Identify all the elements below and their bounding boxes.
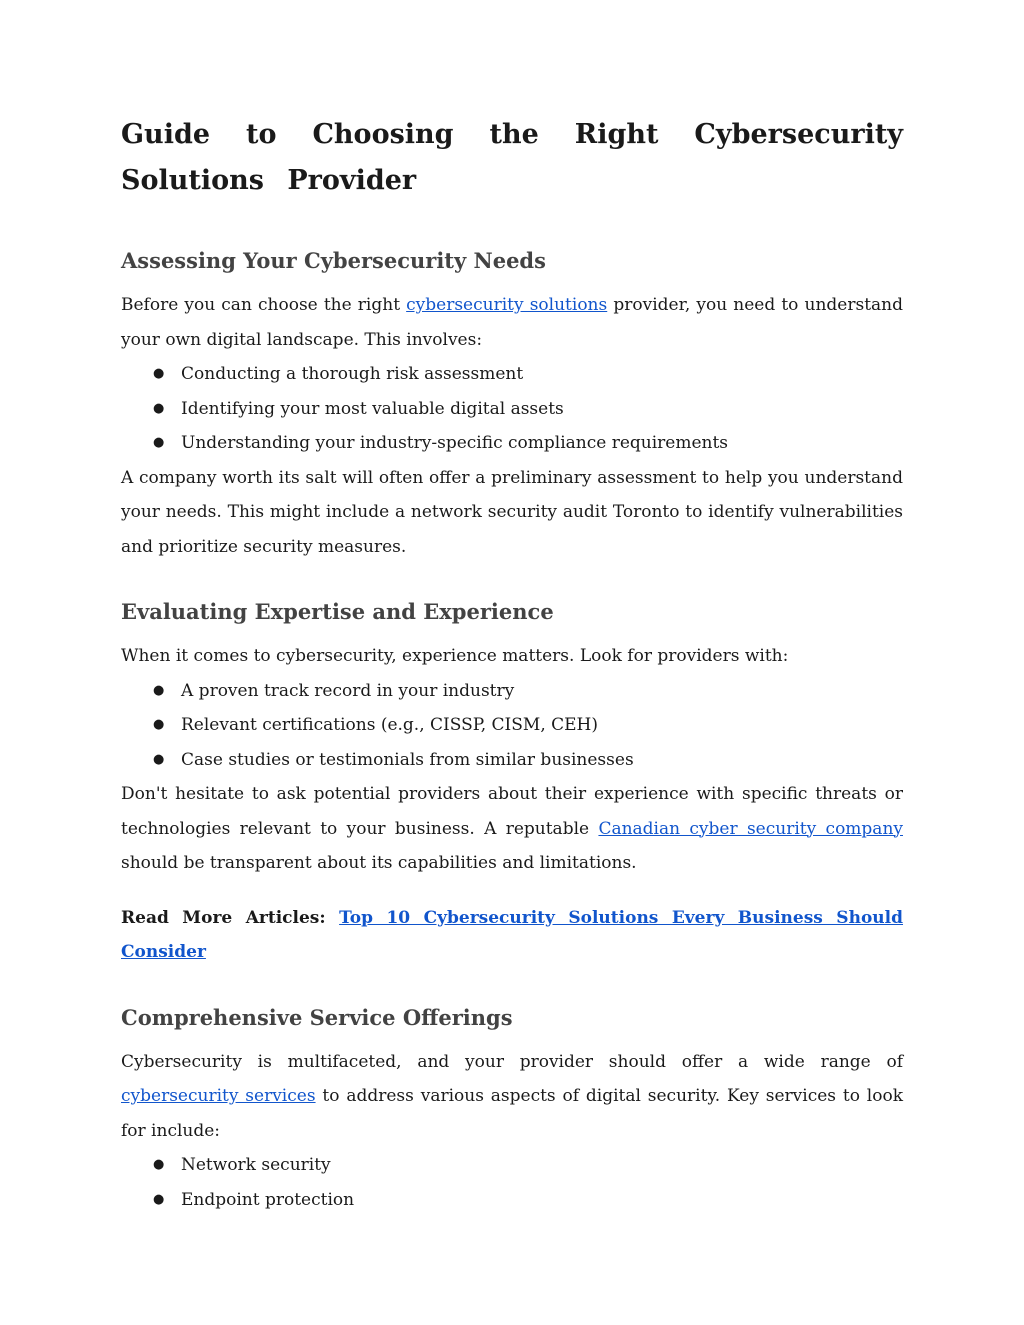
bullet-icon: ● <box>153 717 165 732</box>
cybersecurity-services-link[interactable]: cybersecurity services <box>121 1086 316 1106</box>
list-item-text: Case studies or testimonials from similar businesses <box>181 749 634 770</box>
section-heading: Assessing Your Cybersecurity Needs <box>121 248 546 273</box>
intro-text-before: Before you can choose the right <box>121 295 407 315</box>
bullet-icon: ● <box>153 682 165 698</box>
closing-text-before: Don't hesitate to ask potential providers about their experience with specific threats or technologies relevant to your business. A reputable <box>121 784 903 839</box>
bullet-icon: ● <box>153 366 165 381</box>
list-item <box>121 1183 903 1218</box>
list-item-text: Conducting a thorough risk assessment <box>181 364 524 384</box>
intro-text-after: provider, you need to understand your own digital landscape. This involves: <box>121 295 903 350</box>
section-closing: A company worth its salt will often offer a preliminary assessment to help you understand your needs. This might include a network security audit Toronto to identify vulnerabilities and prioritize security measures. <box>121 467 903 557</box>
read-more-paragraph <box>121 901 903 970</box>
section-heading: Comprehensive Service Offerings <box>121 1004 513 1030</box>
bullet-icon: ● <box>153 400 165 416</box>
section-intro <box>121 1045 903 1149</box>
document-page <box>121 112 903 1217</box>
section-assessing-needs <box>121 246 903 564</box>
list-item-text: Network security <box>181 1155 331 1175</box>
cybersecurity-solutions-link[interactable]: cybersecurity solutions <box>406 295 608 315</box>
section-service-offerings <box>121 1003 903 1218</box>
list-item <box>121 1148 903 1183</box>
list-item <box>121 392 903 427</box>
top-10-article-link[interactable]: Top 10 Cybersecurity Solutions Every Business Should Consider <box>121 907 903 962</box>
section-intro: When it comes to cybersecurity, experience matters. Look for providers with: <box>121 646 789 666</box>
read-more-label: Read More Articles: <box>121 907 340 928</box>
expertise-list <box>121 674 903 778</box>
bullet-icon: ● <box>153 1157 165 1172</box>
intro-text-after: to address various aspects of digital security. Key services to look for include: <box>121 1086 904 1141</box>
list-item <box>121 426 903 461</box>
section-intro <box>121 288 903 357</box>
intro-text-before: Cybersecurity is multifaceted, and your provider should offer a wide range of <box>121 1051 903 1072</box>
bullet-icon: ● <box>153 435 165 450</box>
list-item <box>121 708 903 743</box>
closing-text-after: should be transparent about its capabilities and limitations. <box>121 853 637 873</box>
read-more-block <box>121 901 903 970</box>
section-closing <box>121 777 903 881</box>
list-item <box>121 357 903 392</box>
bullet-icon: ● <box>153 1191 165 1207</box>
needs-list <box>121 357 903 461</box>
list-item <box>121 743 903 778</box>
list-item-text: Endpoint protection <box>181 1189 355 1210</box>
section-expertise <box>121 597 903 881</box>
list-item-text: A proven track record in your industry <box>181 680 515 701</box>
services-list <box>121 1148 903 1217</box>
canadian-cyber-security-company-link[interactable]: Canadian cyber security company <box>598 818 903 839</box>
list-item-text: Understanding your industry-specific compliance requirements <box>181 433 729 453</box>
bullet-icon: ● <box>153 751 165 767</box>
section-heading: Evaluating Expertise and Experience <box>121 599 554 624</box>
title-block <box>121 112 903 204</box>
list-item-text: Relevant certifications (e.g., CISSP, CISM, CEH) <box>181 715 598 735</box>
list-item-text: Identifying your most valuable digital assets <box>181 398 564 419</box>
list-item <box>121 674 903 709</box>
page-title: Guide to Choosing the Right Cybersecurity Solutions Provider <box>121 119 903 196</box>
